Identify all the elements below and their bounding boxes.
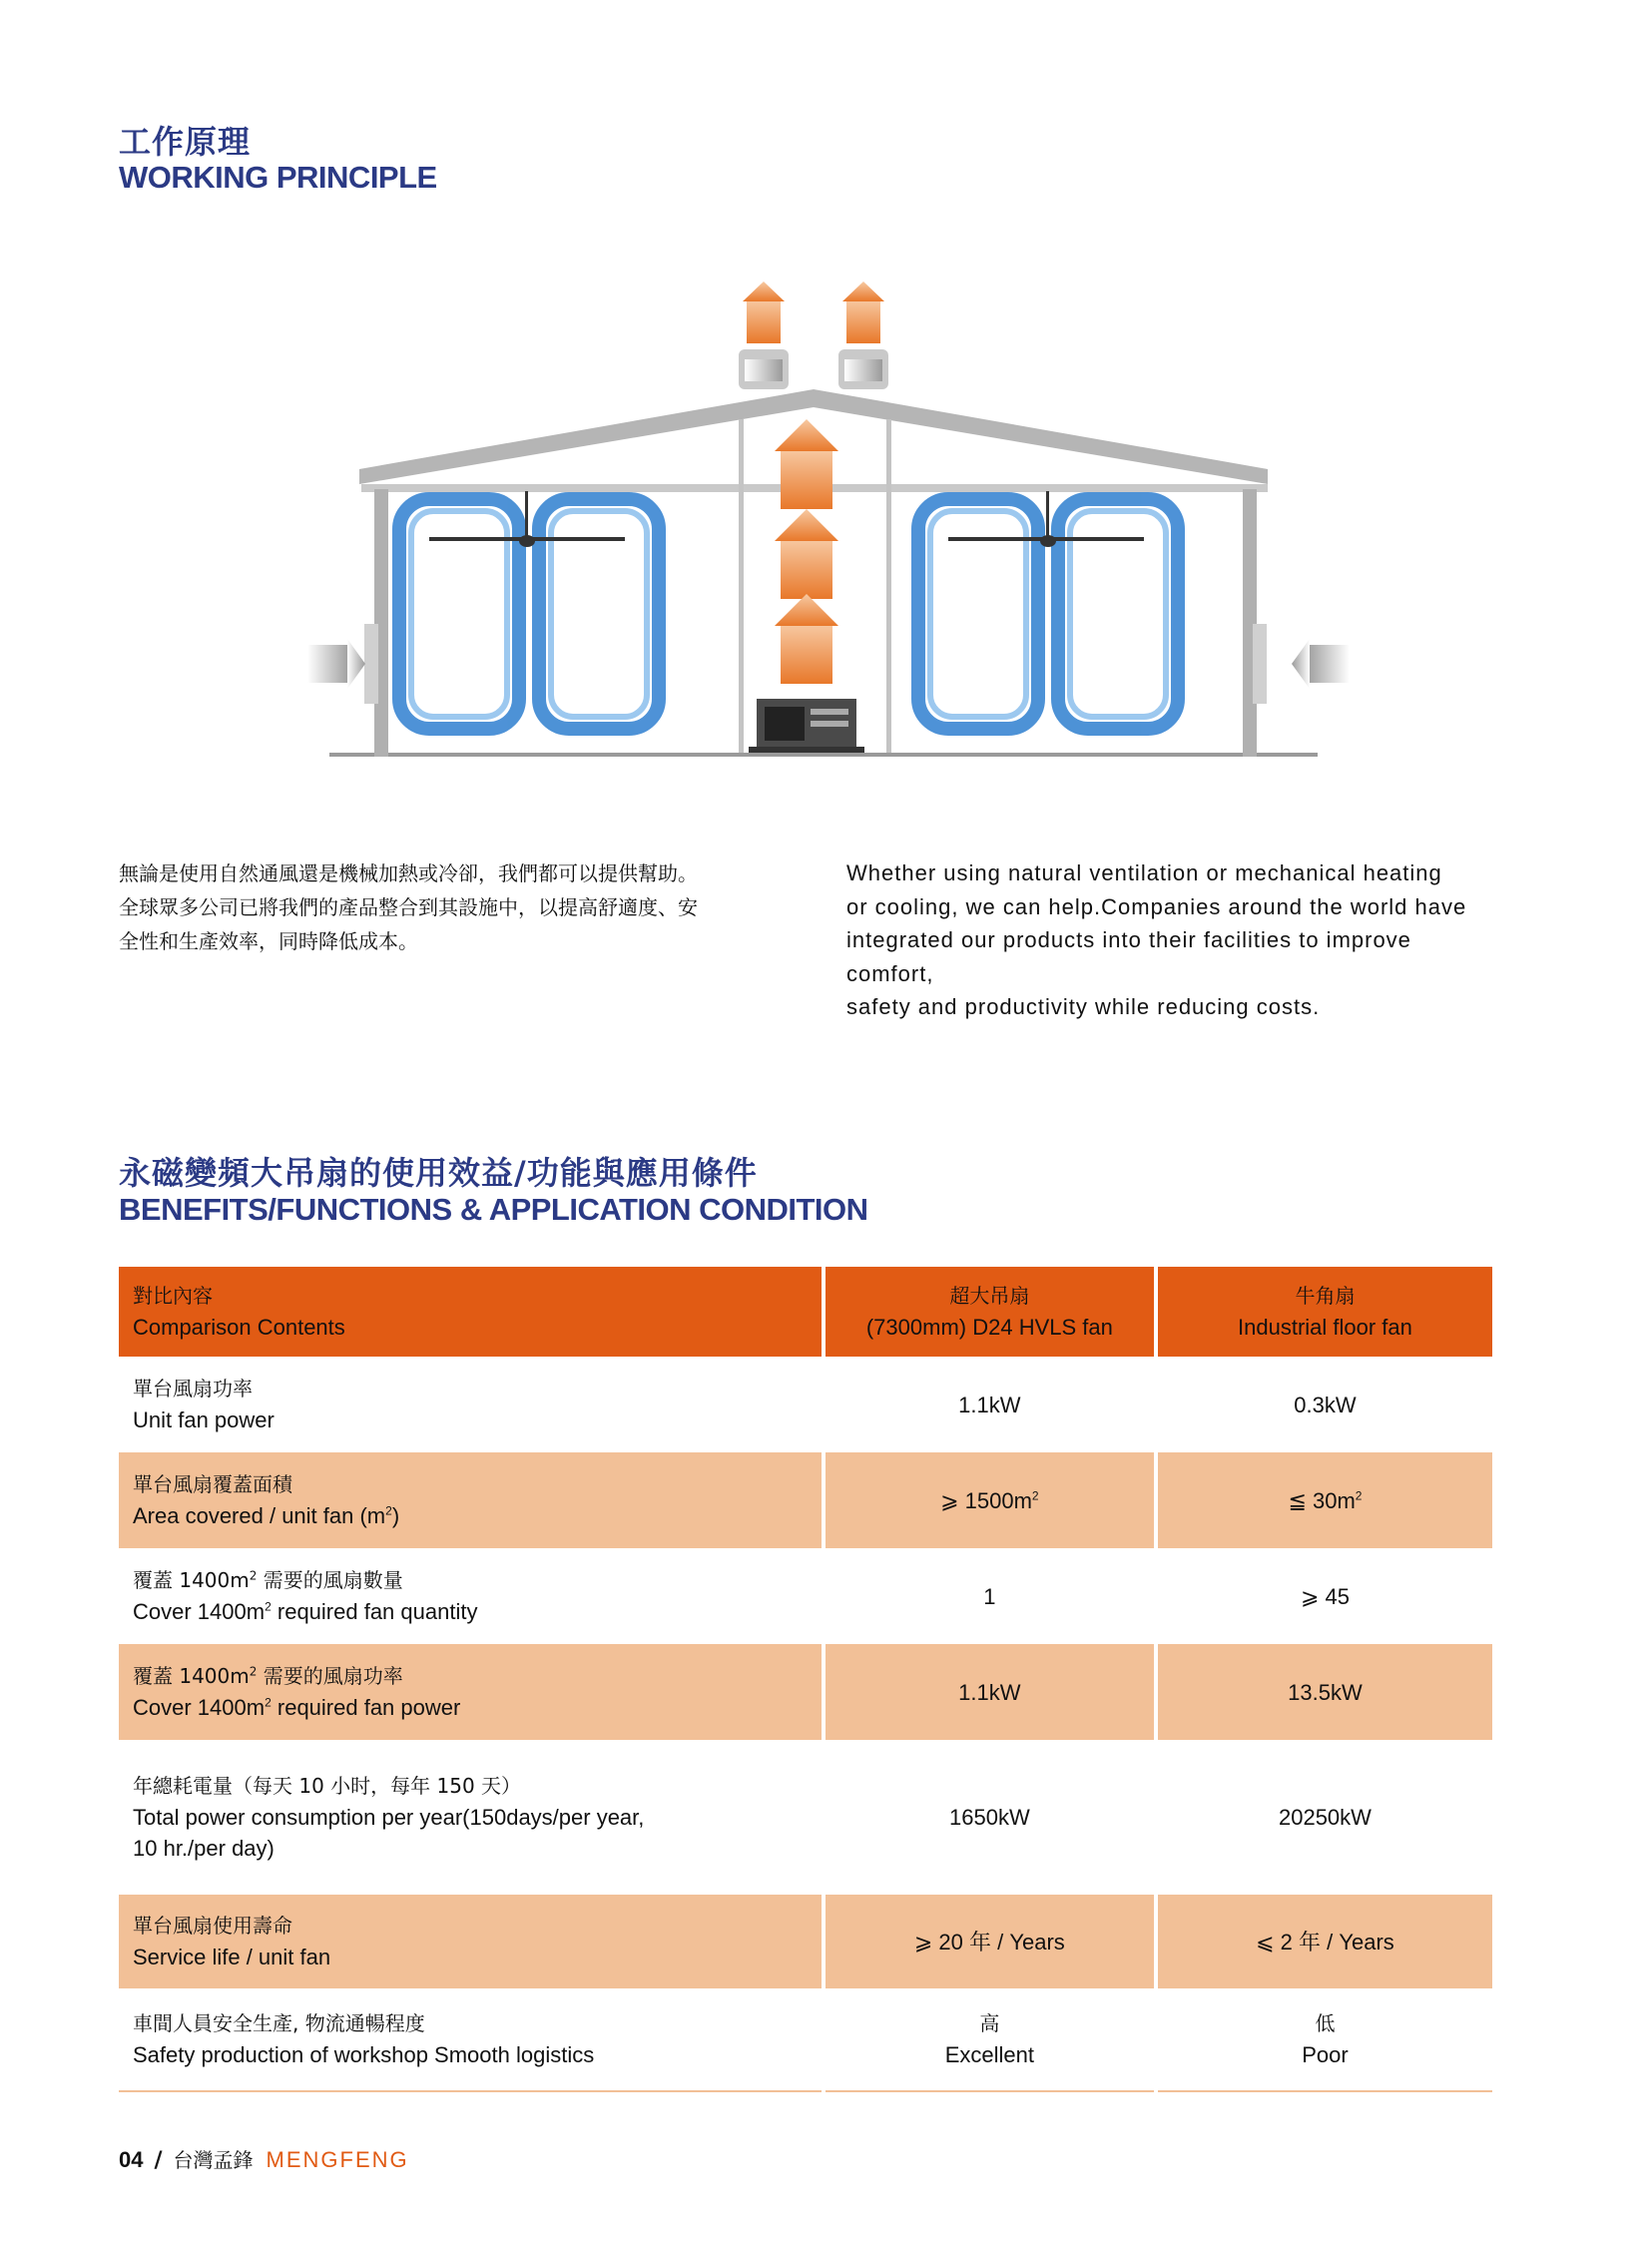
header-floor-fan: 牛角扇 Industrial floor fan <box>1158 1267 1492 1357</box>
table-row <box>119 1357 1492 1452</box>
intro-cn-line: 全球眾多公司已將我們的產品整合到其設施中，以提高舒適度、安 <box>119 895 698 919</box>
right-wall <box>1243 489 1257 757</box>
left-wall <box>374 489 388 757</box>
hvls-value: 高 Excellent <box>826 1988 1154 2092</box>
hvls-value: 1.1kW <box>958 1392 1021 1417</box>
row-label: 年總耗電量（每天 10 小时，每年 150 天） Total power consumption per year(150days/per year, 10 hr./per day) <box>133 1774 645 1861</box>
left-vent-frame <box>364 624 378 704</box>
hvls-value: 1650kW <box>949 1805 1030 1830</box>
floor-fan-value: 低 Poor <box>1158 1988 1492 2092</box>
table-row <box>119 1988 1492 2092</box>
cool-airflow-left <box>399 499 659 729</box>
intro-en-line: Whether using natural ventilation or mechanical heating <box>846 860 1442 885</box>
header-comparison-contents: 對比內容 Comparison Contents <box>119 1267 822 1357</box>
row-label: 覆蓋 $1400m^2$ 需要的風扇數量 Cover $1400m^2$ required fan quantity <box>133 1568 478 1624</box>
footer-separator: / <box>154 2148 163 2173</box>
hvls-value: ⩾ $1500m^2$ <box>826 1452 1154 1548</box>
intro-en-line: safety and productivity while reducing costs. <box>846 994 1321 1019</box>
table-row <box>119 1740 1492 1895</box>
table-row <box>119 1895 1492 1988</box>
comparison-table <box>115 1267 1496 2092</box>
section2-title-cn: 永磁變頻大吊扇的使用效益/功能與應用條件 <box>119 1154 758 1192</box>
row-label: 單台風扇使用壽命 Service life / unit fan <box>119 1895 822 1988</box>
floor-fan-value: 20250kW <box>1278 1805 1372 1830</box>
intro-cn-line: 全性和生產效率，同時降低成本。 <box>119 929 418 953</box>
page-number: 04 <box>119 2147 144 2172</box>
header-hvls-fan: 超大吊扇 (7300mm) D24 HVLS fan <box>826 1267 1154 1357</box>
hvls-value: 1 <box>983 1583 996 1609</box>
side-vent-right <box>1292 639 1350 689</box>
section-title-en: WORKING PRINCIPLE <box>119 160 437 195</box>
intro-en-line: integrated our products into their facilities to improve comfort, <box>846 927 1411 986</box>
right-vent-frame <box>1253 624 1267 704</box>
intro-en-line: or cooling, we can help.Companies around the world have <box>846 893 1467 919</box>
intro-cn-line: 無論是使用自然通風還是機械加熱或冷卻，我們都可以提供幫助。 <box>119 861 698 885</box>
roof-ventilator-left <box>739 349 789 389</box>
working-principle-diagram <box>299 280 1358 779</box>
hvls-value: ⩾ 20 年 / Years <box>826 1895 1154 1988</box>
table-row <box>119 1644 1492 1740</box>
brand-name-en: MENGFENG <box>266 2147 409 2172</box>
roof-ventilator-right <box>838 349 888 389</box>
section2-title-en: BENEFITS/FUNCTIONS & APPLICATION CONDITION <box>119 1192 868 1227</box>
floor-line <box>329 753 1318 757</box>
row-label: 單台風扇功率 Unit fan power <box>133 1377 275 1432</box>
hvls-value: 1.1kW <box>826 1644 1154 1740</box>
warm-rising-air <box>775 419 838 684</box>
floor-fan-value: 13.5kW <box>1158 1644 1492 1740</box>
table-header-row <box>119 1267 1492 1357</box>
intro-text-en <box>846 856 1505 1024</box>
side-vent-left <box>307 639 365 689</box>
row-label: 車間人員安全生產, 物流通暢程度 Safety production of workshop Smooth logistics <box>119 1988 822 2092</box>
brand-name-cn: 台灣孟鋒 <box>173 2148 254 2172</box>
table-row <box>119 1452 1492 1548</box>
table-row <box>119 1548 1492 1644</box>
floor-fan-value: 0.3kW <box>1294 1392 1357 1417</box>
intro-text-cn <box>119 856 798 958</box>
floor-fan-value: ⩾ 45 <box>1300 1583 1350 1609</box>
row-label: 單台風扇覆蓋面積 Area covered / unit fan $(m^2)$ <box>119 1452 822 1548</box>
section-title-cn: 工作原理 <box>119 123 252 161</box>
row-label: 覆蓋 $1400m^2$ 需要的風扇功率 Cover $1400m^2$ required fan power <box>119 1644 822 1740</box>
page-footer <box>119 2144 409 2173</box>
heater-unit <box>749 699 864 753</box>
exhaust-arrows <box>743 281 884 343</box>
floor-fan-value: ≦ $30m^2$ <box>1158 1452 1492 1548</box>
floor-fan-value: ⩽ 2 年 / Years <box>1158 1895 1492 1988</box>
